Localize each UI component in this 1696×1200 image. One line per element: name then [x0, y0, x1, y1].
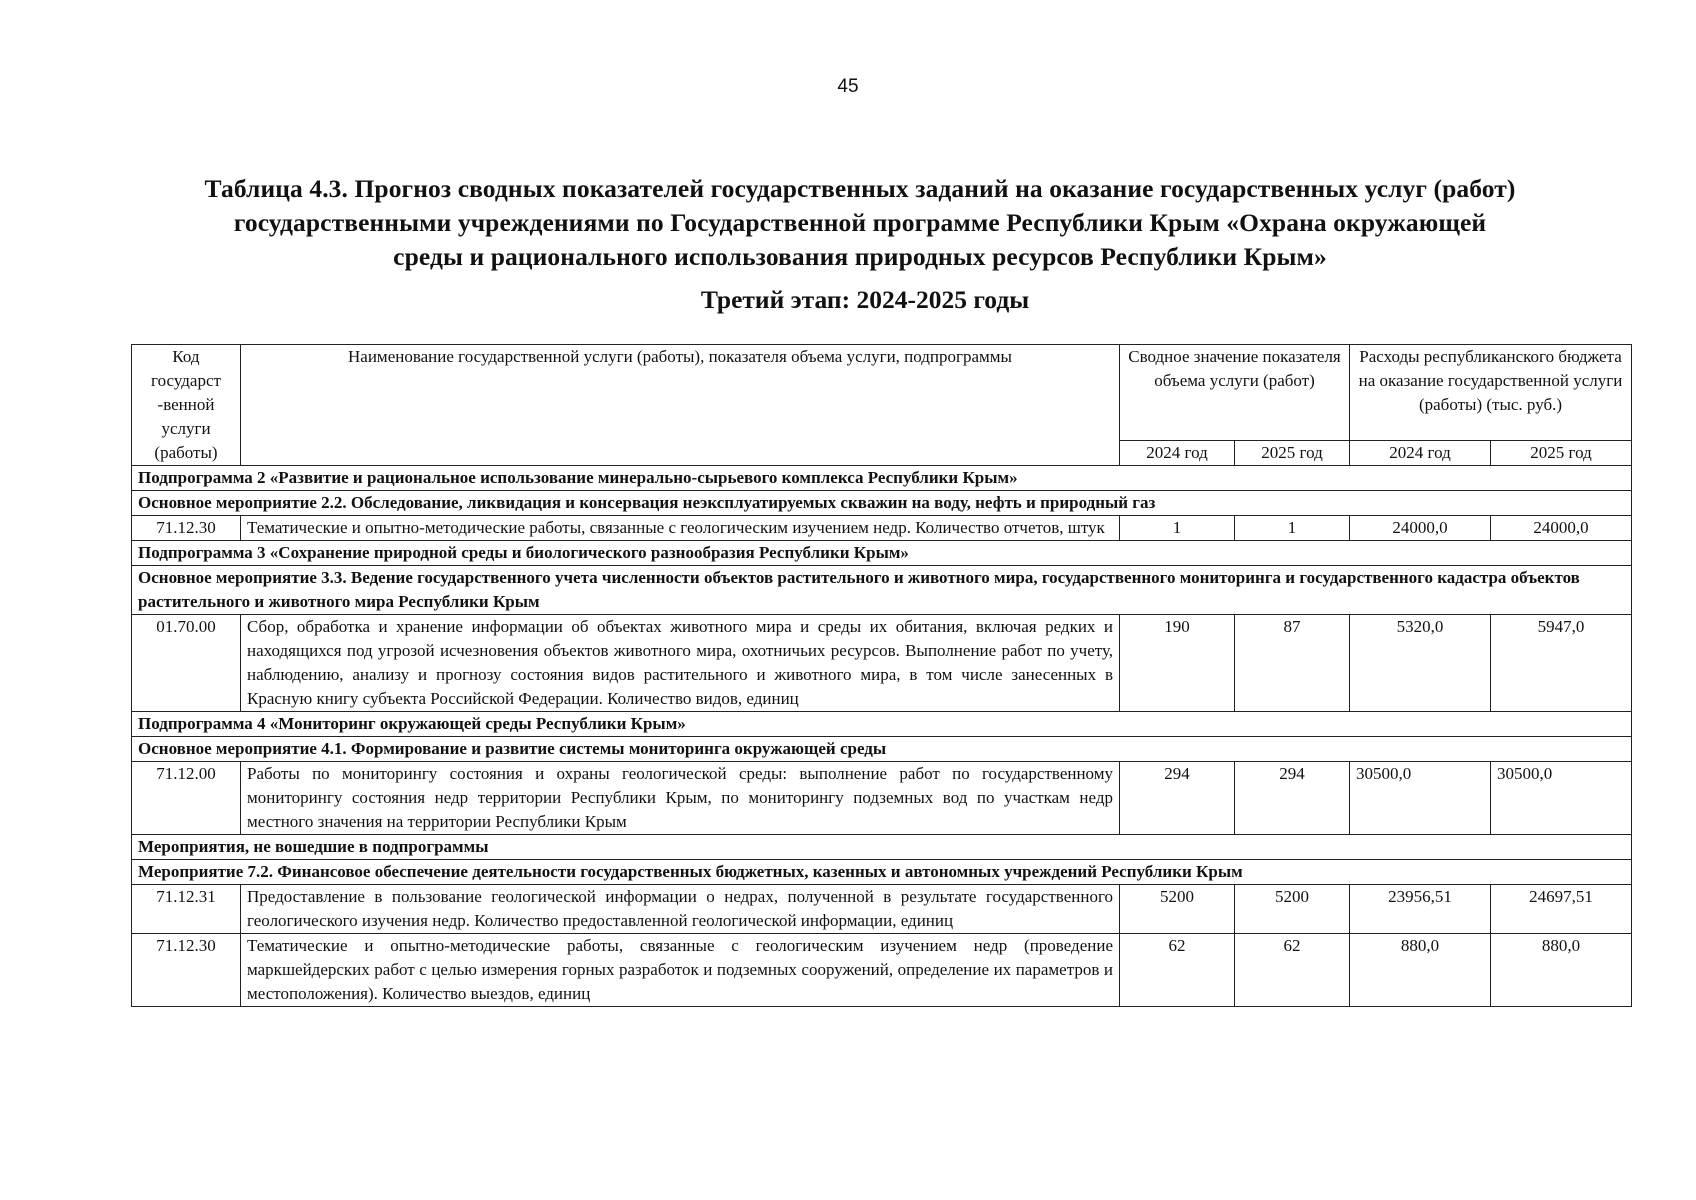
service-code: 71.12.30: [132, 516, 241, 541]
service-name: Тематические и опытно-методические работы, связанные с геологическим изучением недр. Количество отчетов, штук: [241, 516, 1120, 541]
volume-2025: 1: [1235, 516, 1350, 541]
table-row: [132, 934, 1632, 1007]
volume-2025: 87: [1235, 615, 1350, 712]
header-row: [132, 345, 1632, 441]
volume-2024: 5200: [1120, 885, 1235, 934]
section-row: [132, 541, 1632, 566]
budget-2025: 880,0: [1491, 934, 1632, 1007]
budget-2024: 30500,0: [1350, 762, 1491, 835]
table-row: [132, 885, 1632, 934]
title-line: Таблица 4.3. Прогноз сводных показателей государственных заданий на оказание государственных услуг (работ): [204, 174, 1516, 203]
service-code: 01.70.00: [132, 615, 241, 712]
budget-2024: 5320,0: [1350, 615, 1491, 712]
section-title: Мероприятие 7.2. Финансовое обеспечение деятельности государственных бюджетных, казенных и автономных учреждений Республики Крым: [132, 860, 1632, 885]
section-row: [132, 860, 1632, 885]
service-code: 71.12.00: [132, 762, 241, 835]
header-year-volume-2024: 2024 год: [1120, 441, 1235, 466]
indicators-table: [131, 344, 1632, 1007]
section-row: [132, 835, 1632, 860]
title-line: государственными учреждениями по Государственной программе Республики Крым «Охрана окружающей: [233, 208, 1487, 237]
section-title: Основное мероприятие 2.2. Обследование, ликвидация и консервация неэксплуатируемых скважин на воду, нефть и природный газ: [132, 491, 1632, 516]
table-row: [132, 516, 1632, 541]
service-name: Работы по мониторингу состояния и охраны геологической среды: выполнение работ по государственному мониторингу состояния недр территории Республики Крым, по мониторингу подземных вод по участкам недр местного значения на территории Республики Крым: [241, 762, 1120, 835]
table-row: [132, 615, 1632, 712]
volume-2025: 294: [1235, 762, 1350, 835]
volume-2025: 5200: [1235, 885, 1350, 934]
header-year-volume-2025: 2025 год: [1235, 441, 1350, 466]
volume-2024: 294: [1120, 762, 1235, 835]
service-name: Тематические и опытно-методические работы, связанные с геологическим изучением недр (проведение маркшейдерских работ с целью измерения горных разработок и подземных сооружений, определение их параметров и местоположения). Количество выездов, единиц: [241, 934, 1120, 1007]
budget-2025: 30500,0: [1491, 762, 1632, 835]
header-name: Наименование государственной услуги (работы), показателя объема услуги, подпрограммы: [241, 345, 1120, 466]
section-title: Подпрограмма 4 «Мониторинг окружающей среды Республики Крым»: [132, 712, 1632, 737]
section-title: Мероприятия, не вошедшие в подпрограммы: [132, 835, 1632, 860]
section-title: Основное мероприятие 3.3. Ведение государственного учета численности объектов растительного и животного мира, государственного мониторинга и государственного кадастра объектов растительного и животного мира Республики Крым: [132, 566, 1632, 615]
page-number: 45: [837, 76, 859, 97]
service-name: Сбор, обработка и хранение информации об объектах животного мира и среды их обитания, включая редких и находящихся под угрозой исчезновения объектов животного мира, охотничьих ресурсов. Выполнение работ по учету, наблюдению, анализу и прогнозу состояния видов растительного и животного мира, в том числе занесенных в Красную книгу субъекта Российской Федерации. Количество видов, единиц: [241, 615, 1120, 712]
service-code: 71.12.31: [132, 885, 241, 934]
header-volume: Сводное значение показателя объема услуги (работ): [1120, 345, 1350, 441]
section-title: Основное мероприятие 4.1. Формирование и развитие системы мониторинга окружающей среды: [132, 737, 1632, 762]
service-code: 71.12.30: [132, 934, 241, 1007]
table-title: [110, 172, 1610, 274]
title-line: среды и рационального использования природных ресурсов Республики Крым»: [393, 242, 1327, 271]
volume-2024: 62: [1120, 934, 1235, 1007]
budget-2025: 24697,51: [1491, 885, 1632, 934]
section-row: [132, 466, 1632, 491]
budget-2025: 5947,0: [1491, 615, 1632, 712]
section-row: [132, 566, 1632, 615]
volume-2024: 190: [1120, 615, 1235, 712]
header-year-budget-2025: 2025 год: [1491, 441, 1632, 466]
table-row: [132, 762, 1632, 835]
header-budget: Расходы республиканского бюджета на оказание государственной услуги (работы) (тыс. руб.): [1350, 345, 1632, 441]
section-row: [132, 712, 1632, 737]
section-title: Подпрограмма 3 «Сохранение природной среды и биологического разнообразия Республики Крым»: [132, 541, 1632, 566]
volume-2025: 62: [1235, 934, 1350, 1007]
budget-2025: 24000,0: [1491, 516, 1632, 541]
section-row: [132, 491, 1632, 516]
header-year-budget-2024: 2024 год: [1350, 441, 1491, 466]
budget-2024: 23956,51: [1350, 885, 1491, 934]
section-row: [132, 737, 1632, 762]
budget-2024: 24000,0: [1350, 516, 1491, 541]
section-title: Подпрограмма 2 «Развитие и рациональное использование минерально-сырьевого комплекса Республики Крым»: [132, 466, 1632, 491]
budget-2024: 880,0: [1350, 934, 1491, 1007]
header-code: Код государст -венной услуги (работы): [132, 345, 241, 466]
volume-2024: 1: [1120, 516, 1235, 541]
service-name: Предоставление в пользование геологической информации о недрах, полученной в результате государственного геологического изучения недр. Количество предоставленной геологической информации, единиц: [241, 885, 1120, 934]
stage-heading: Третий этап: 2024-2025 годы: [700, 285, 1030, 314]
table-body: [132, 466, 1632, 1007]
